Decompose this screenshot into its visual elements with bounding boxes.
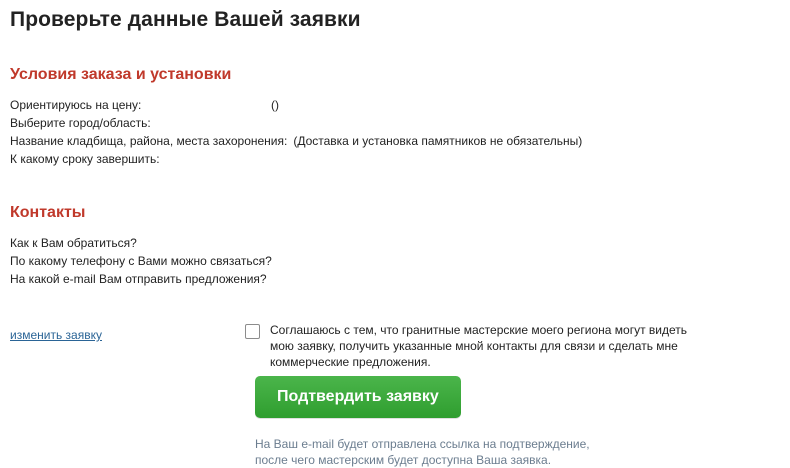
field-row-email [10,270,790,288]
field-value-cemetery: (Доставка и установка памятников не обязательны) [293,134,583,148]
field-label-name: Как к Вам обратиться? [10,236,137,250]
submission-note-line2: после чего мастерским будет доступна Ваша заявка. [255,453,552,467]
field-label-price: Ориентируюсь на цену: [10,98,142,112]
field-label-cemetery: Название кладбища, района, места захоронения: [10,134,288,148]
field-row-deadline [10,150,790,168]
submission-note [255,436,590,468]
consent-checkbox[interactable] [245,324,260,339]
confirm-application-button[interactable]: Подтвердить заявку [255,376,461,418]
field-label-email: На какой e-mail Вам отправить предложения? [10,272,267,286]
consent-text: Соглашаюсь с тем, что гранитные мастерские моего региона могут видеть мою заявку, получить указанные мной контакты для связи и сделать мне коммерческие предложения. [270,323,688,369]
contacts-heading: Контакты [10,204,86,221]
field-label-city: Выберите город/область: [10,116,151,130]
order-conditions-fields [10,96,790,168]
field-label-phone: По какому телефону с Вами можно связаться? [10,254,272,268]
field-row-city [10,114,790,132]
field-value-price: () [271,98,279,112]
consent-block [245,322,700,370]
field-row-cemetery [10,132,790,150]
submission-note-line1: На Ваш e-mail будет отправлена ссылка на подтверждение, [255,437,590,451]
application-review-page [0,8,790,467]
field-label-deadline: К какому сроку завершить: [10,152,160,166]
field-row-name [10,234,790,252]
order-conditions-heading: Условия заказа и установки [10,66,232,83]
contacts-fields [10,234,790,288]
page-title: Проверьте данные Вашей заявки [10,8,361,31]
edit-application-link[interactable]: изменить заявку [10,328,102,342]
bottom-area [10,314,790,467]
field-row-phone [10,252,790,270]
field-row-price [10,96,790,114]
